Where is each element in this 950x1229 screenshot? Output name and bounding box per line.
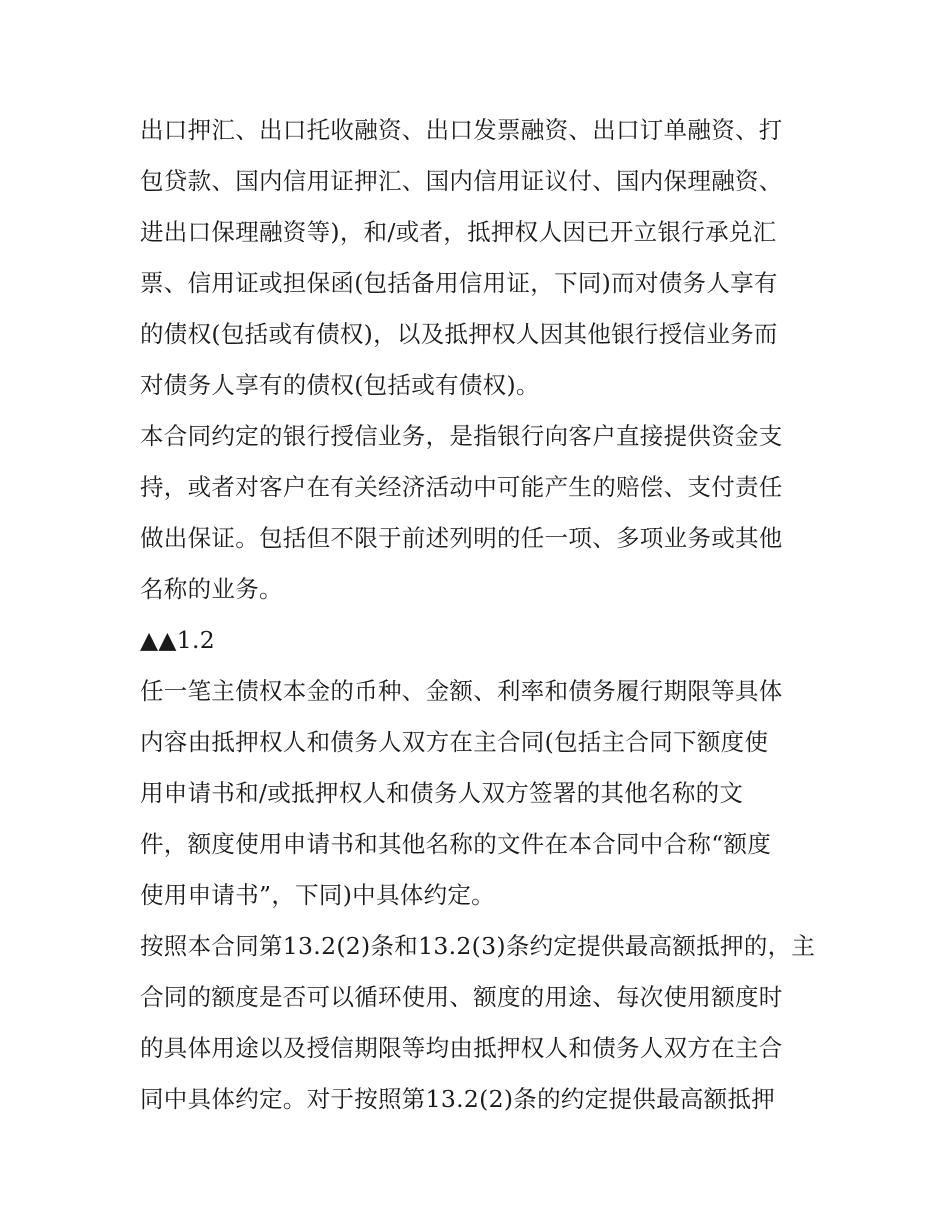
text-line: 持，或者对客户在有关经济活动中可能产生的赔偿、支付责任 — [140, 473, 783, 501]
text-line: 名称的业务。 — [140, 575, 283, 603]
text-line: 做出保证。包括但不限于前述列明的任一项、多项业务或其他 — [140, 524, 783, 552]
text-line: 的债权(包括或有债权)，以及抵押权人因其他银行授信业务而 — [140, 320, 778, 348]
text-line: 票、信用证或担保函(包括备用信用证，下同)而对债务人享有 — [140, 269, 778, 297]
text-line: 内容由抵押权人和债务人双方在主合同(包括主合同下额度使 — [140, 728, 769, 756]
text-line: 包贷款、国内信用证押汇、国内信用证议付、国内保理融资、 — [140, 167, 783, 195]
text-line: 本合同约定的银行授信业务，是指银行向客户直接提供资金支 — [140, 422, 783, 450]
text-line: 对债务人享有的债权(包括或有债权)。 — [140, 371, 540, 399]
text-line: 件，额度使用申请书和其他名称的文件在本合同中合称“额度 — [140, 830, 772, 858]
text-line: 任一笔主债权本金的币种、金额、利率和债务履行期限等具体 — [140, 677, 783, 705]
document-page — [140, 105, 815, 1125]
text-line: 出口押汇、出口托收融资、出口发票融资、出口订单融资、打 — [140, 116, 783, 144]
text-line: 用申请书和/或抵押权人和债务人双方签署的其他名称的文 — [140, 779, 744, 807]
text-line: 按照本合同第13.2(2)条和13.2(3)条约定提供最高额抵押的，主 — [140, 932, 816, 960]
text-line: 合同的额度是否可以循环使用、额度的用途、每次使用额度时 — [140, 983, 783, 1011]
text-line: 的具体用途以及授信期限等均由抵押权人和债务人双方在主合 — [140, 1034, 783, 1062]
text-line: 进出口保理融资等)，和/或者，抵押权人因已开立银行承兑汇 — [140, 218, 777, 246]
text-line: 同中具体约定。对于按照第13.2(2)条的约定提供最高额抵押 — [140, 1085, 776, 1113]
section-heading: ▲▲1.2 — [140, 626, 216, 654]
text-line: 使用申请书”，下同)中具体约定。 — [140, 881, 495, 909]
